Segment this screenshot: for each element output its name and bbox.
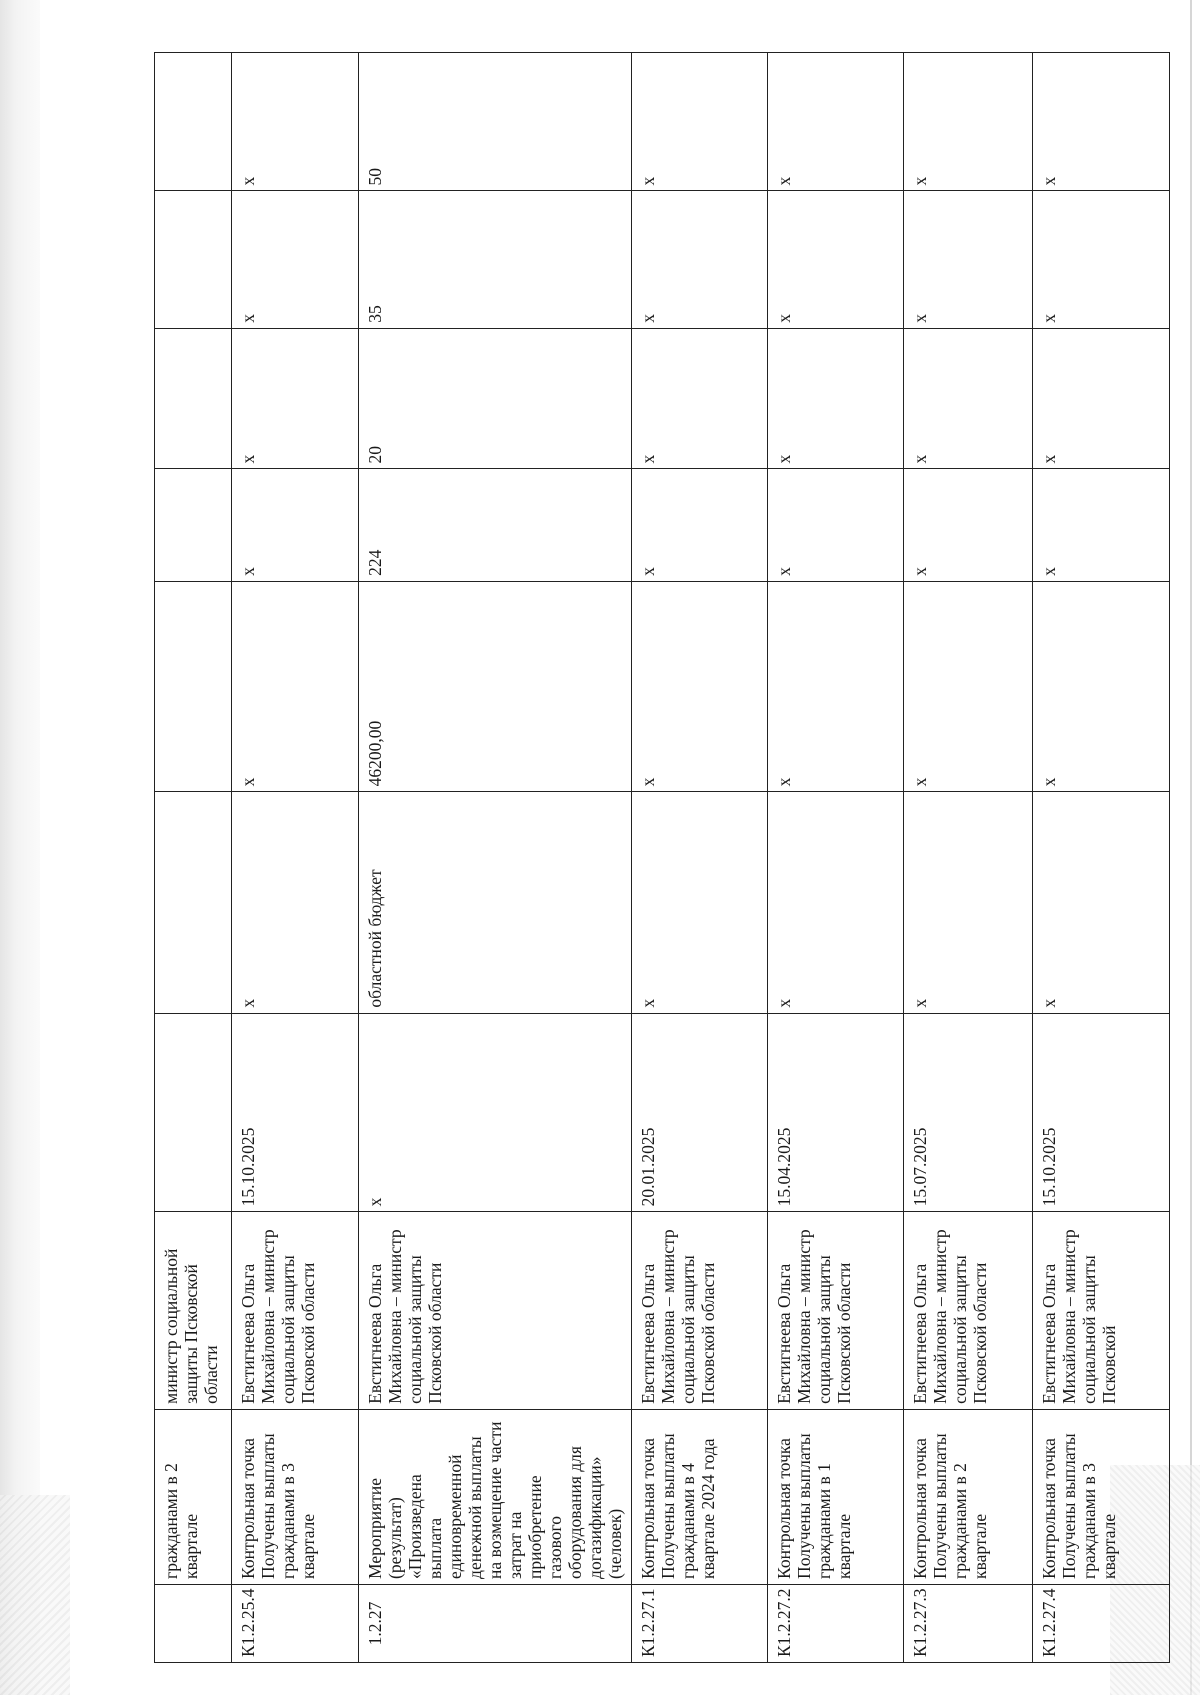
cell-source: [155, 792, 232, 1013]
cell-value-3: 35: [359, 191, 632, 328]
table-row: [232, 53, 359, 1663]
cell-value-3: [155, 191, 232, 328]
cell-name: Контрольная точка Получены выплаты гражданами в 1 квартале: [768, 1409, 904, 1584]
cell-responsible: министр социальной защиты Псковской области: [155, 1212, 232, 1410]
cell-value-2: х: [232, 328, 359, 469]
cell-amount: х: [904, 581, 1033, 792]
cell-value-2: х: [768, 328, 904, 469]
cell-value-4: х: [1033, 53, 1170, 191]
cell-responsible: Евстигнеева Ольга Михайловна – министр социальной защиты Псковской области: [768, 1212, 904, 1410]
cell-responsible: Евстигнеева Ольга Михайловна – министр социальной защиты Псковской области: [904, 1212, 1033, 1410]
cell-value-1: х: [1033, 469, 1170, 581]
cell-number: К1.2.27.4: [1033, 1584, 1170, 1662]
cell-value-2: х: [904, 328, 1033, 469]
cell-name: Контрольная точка Получены выплаты гражданами в 3 квартале: [1033, 1409, 1170, 1584]
cell-date: 15.04.2025: [768, 1013, 904, 1212]
cell-value-2: х: [632, 328, 768, 469]
table-row: [768, 53, 904, 1663]
cell-date: х: [359, 1013, 632, 1212]
cell-responsible: Евстигнеева Ольга Михайловна – министр социальной защиты Псковской: [1033, 1212, 1170, 1410]
cell-amount: х: [1033, 581, 1170, 792]
cell-value-1: 224: [359, 469, 632, 581]
cell-value-4: х: [904, 53, 1033, 191]
cell-amount: [155, 581, 232, 792]
cell-number: К1.2.25.4: [232, 1584, 359, 1662]
cell-name: гражданами в 2 квартале: [155, 1409, 232, 1584]
plan-table: [154, 52, 1170, 1663]
scan-shadow-left: [0, 0, 40, 1695]
cell-value-2: 20: [359, 328, 632, 469]
cell-responsible: Евстигнеева Ольга Михайловна – министр социальной защиты Псковской области: [359, 1212, 632, 1410]
cell-responsible: Евстигнеева Ольга Михайловна – министр социальной защиты Псковской области: [632, 1212, 768, 1410]
cell-value-1: х: [768, 469, 904, 581]
cell-name: Контрольная точка Получены выплаты гражданами в 3 квартале: [232, 1409, 359, 1584]
cell-name: Мероприятие (результат) «Произведена выплата единовременной денежной выплаты на возмещение части затрат на приобретение газового оборудования для догазификации» (человек): [359, 1409, 632, 1584]
scan-noise-bottom-left: [0, 1495, 70, 1695]
table-row: [1033, 53, 1170, 1663]
cell-value-1: х: [232, 469, 359, 581]
cell-name: Контрольная точка Получены выплаты гражданами в 2 квартале: [904, 1409, 1033, 1584]
cell-value-4: 50: [359, 53, 632, 191]
cell-amount: х: [232, 581, 359, 792]
cell-date: 20.01.2025: [632, 1013, 768, 1212]
table-row: [904, 53, 1033, 1663]
cell-source: х: [632, 792, 768, 1013]
cell-number: К1.2.27.3: [904, 1584, 1033, 1662]
cell-value-3: х: [1033, 191, 1170, 328]
cell-value-4: х: [768, 53, 904, 191]
cell-date: 15.10.2025: [1033, 1013, 1170, 1212]
cell-source: х: [904, 792, 1033, 1013]
table-body: [155, 53, 1170, 1663]
cell-amount: х: [768, 581, 904, 792]
cell-value-1: [155, 469, 232, 581]
cell-value-2: х: [1033, 328, 1170, 469]
table-row: [155, 53, 232, 1663]
cell-date: 15.07.2025: [904, 1013, 1033, 1212]
cell-number: К1.2.27.1: [632, 1584, 768, 1662]
cell-value-2: [155, 328, 232, 469]
cell-source: х: [232, 792, 359, 1013]
table-row: [632, 53, 768, 1663]
cell-date: 15.10.2025: [232, 1013, 359, 1212]
cell-source: х: [768, 792, 904, 1013]
table-row: [359, 53, 632, 1663]
scan-edge-right: [1190, 0, 1192, 1695]
cell-value-3: х: [904, 191, 1033, 328]
cell-value-4: х: [232, 53, 359, 191]
cell-value-4: х: [632, 53, 768, 191]
cell-source: х: [1033, 792, 1170, 1013]
cell-number: 1.2.27: [359, 1584, 632, 1662]
cell-name: Контрольная точка Получены выплаты гражданами в 4 квартале 2024 года: [632, 1409, 768, 1584]
cell-number: [155, 1584, 232, 1662]
cell-source: областной бюджет: [359, 792, 632, 1013]
cell-amount: х: [632, 581, 768, 792]
cell-date: [155, 1013, 232, 1212]
cell-amount: 46200,00: [359, 581, 632, 792]
cell-value-3: х: [768, 191, 904, 328]
cell-value-1: х: [632, 469, 768, 581]
rotated-table-container: [154, 52, 1119, 1663]
cell-value-1: х: [904, 469, 1033, 581]
cell-value-4: [155, 53, 232, 191]
cell-value-3: х: [232, 191, 359, 328]
cell-value-3: х: [632, 191, 768, 328]
cell-number: К1.2.27.2: [768, 1584, 904, 1662]
cell-responsible: Евстигнеева Ольга Михайловна – министр социальной защиты Псковской области: [232, 1212, 359, 1410]
